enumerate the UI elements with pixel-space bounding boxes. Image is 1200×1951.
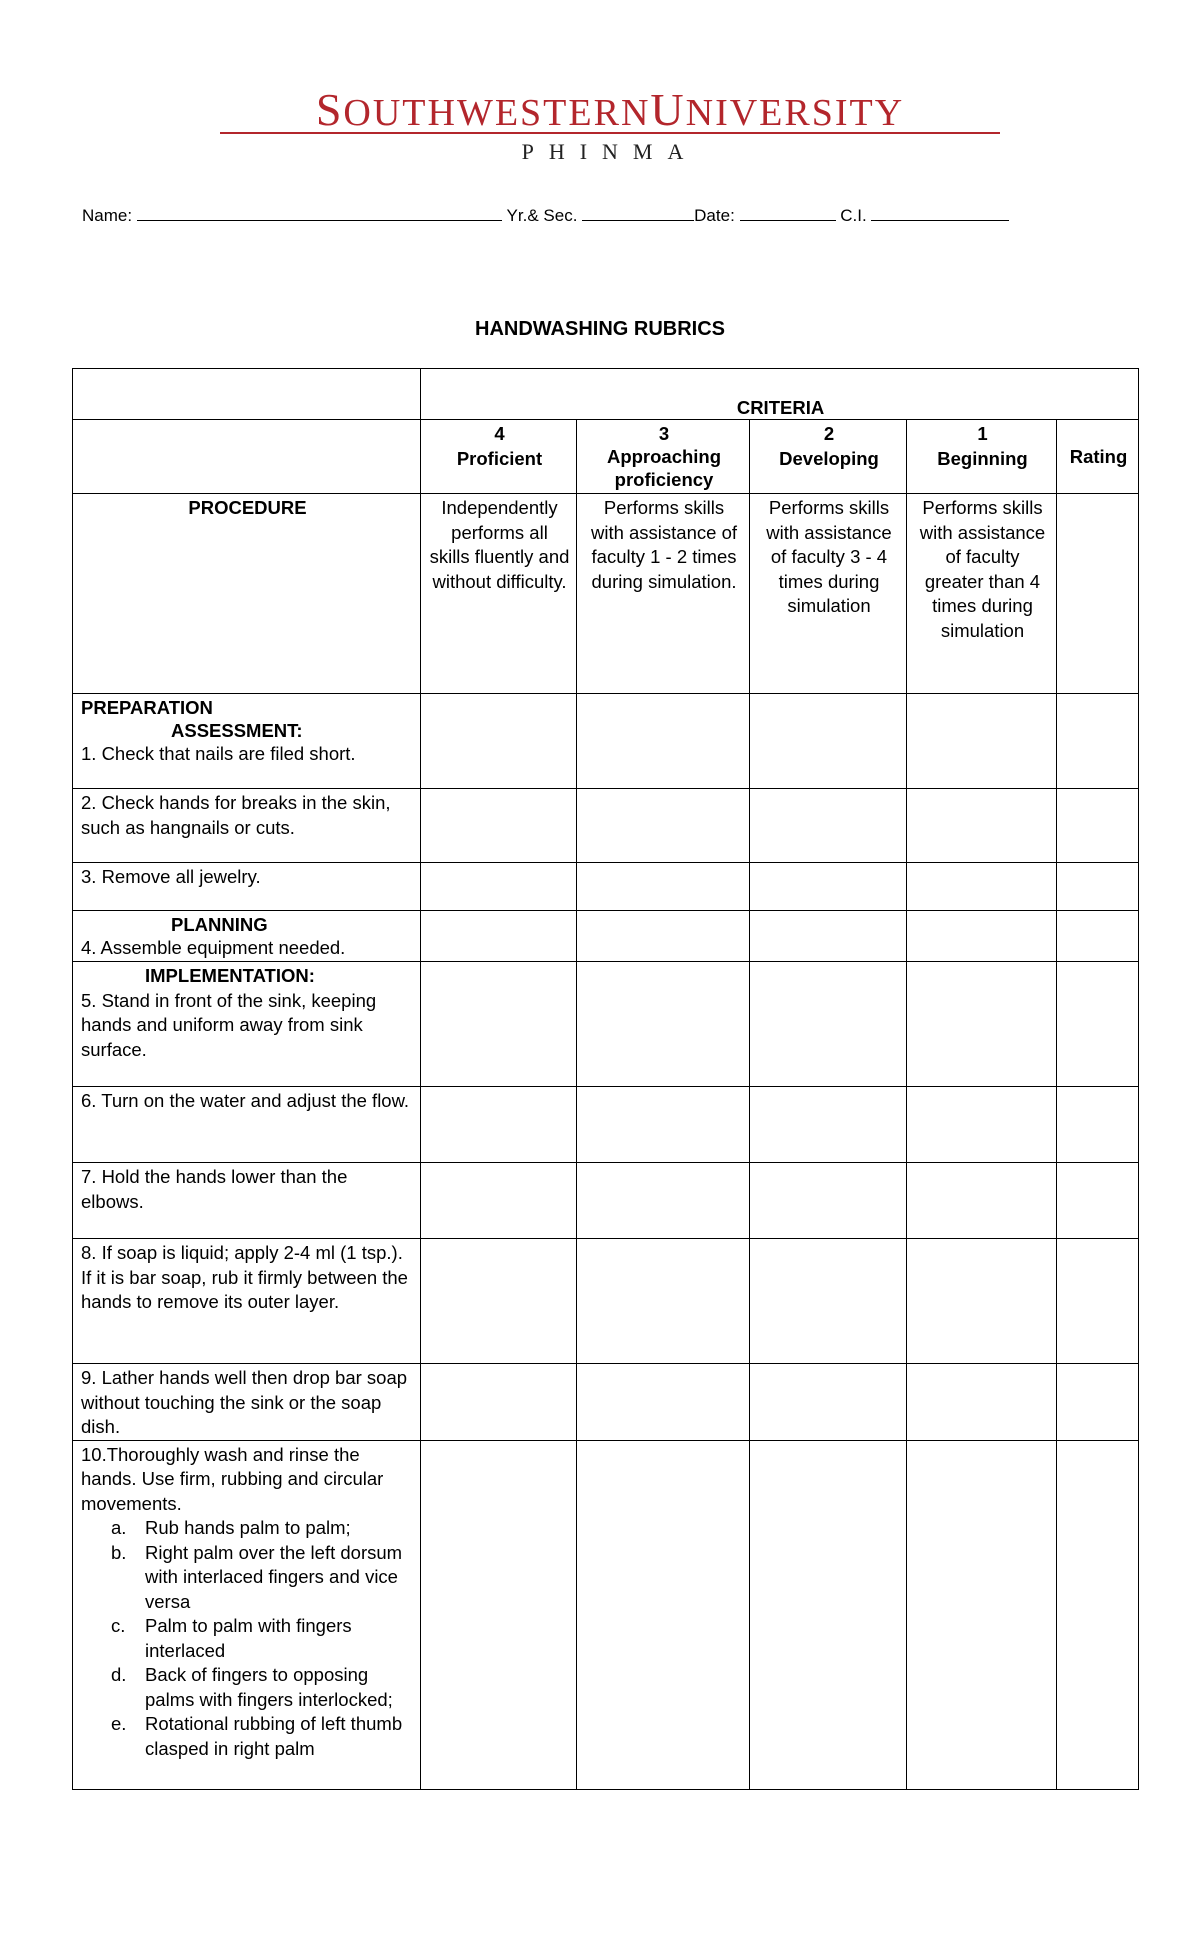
- step-7-level-4-cell[interactable]: [421, 1163, 577, 1239]
- step-2-level-1-cell[interactable]: [907, 789, 1057, 863]
- step-7-level-1-cell[interactable]: [907, 1163, 1057, 1239]
- step-10-text: 10.Thoroughly wash and rinse the hands. Use firm, rubbing and circular movements.: [81, 1443, 384, 1514]
- step-6-level-2-cell[interactable]: [750, 1087, 907, 1163]
- yr-sec-field[interactable]: [582, 205, 694, 221]
- criteria-header-row: [73, 369, 1139, 420]
- procedure-heading: PROCEDURE: [73, 494, 421, 694]
- rating-description-cell: [1057, 494, 1139, 694]
- step-row-6: [73, 1087, 1139, 1163]
- level-4-header: 4 Proficient: [421, 420, 577, 494]
- document-title: HANDWASHING RUBRICS: [475, 318, 725, 340]
- step-row-9: [73, 1364, 1139, 1441]
- step-row-8: [73, 1239, 1139, 1364]
- logo-rule: [220, 132, 1000, 134]
- step-10-level-3-cell[interactable]: [577, 1440, 750, 1789]
- step-10-level-2-cell[interactable]: [750, 1440, 907, 1789]
- step-row-4: [73, 911, 1139, 962]
- step-2-level-2-cell[interactable]: [750, 789, 907, 863]
- step-8-level-2-cell[interactable]: [750, 1239, 907, 1364]
- step-1-level-2-cell[interactable]: [750, 694, 907, 789]
- step-8-rating-cell[interactable]: [1057, 1239, 1139, 1364]
- step-1-level-4-cell[interactable]: [421, 694, 577, 789]
- step-5-rating-cell[interactable]: [1057, 962, 1139, 1087]
- step-3-level-4-cell[interactable]: [421, 863, 577, 911]
- step-7-level-2-cell[interactable]: [750, 1163, 907, 1239]
- level-2-header: 2 Developing: [750, 420, 907, 494]
- step-10-item-c: c. Palm to palm with fingers interlaced: [111, 1615, 352, 1661]
- step-8-text: 8. If soap is liquid; apply 2-4 ml (1 tsp.). If it is bar soap, rub it firmly between the hands to remove its outer layer.: [73, 1239, 421, 1364]
- step-5-cell: [73, 962, 421, 1087]
- university-logo: [220, 84, 1000, 168]
- step-6-level-1-cell[interactable]: [907, 1087, 1057, 1163]
- step-10-rating-cell[interactable]: [1057, 1440, 1139, 1789]
- step-4-text: 4. Assemble equipment needed.: [81, 937, 346, 958]
- step-row-10: [73, 1440, 1139, 1789]
- step-7-text: 7. Hold the hands lower than the elbows.: [73, 1163, 421, 1239]
- university-name: SOUTHWESTERNUNIVERSITY: [315, 84, 905, 135]
- step-9-text: 9. Lather hands well then drop bar soap without touching the sink or the soap dish.: [73, 1364, 421, 1441]
- step-1-text: 1. Check that nails are filed short.: [81, 743, 356, 764]
- empty-procedure-header-cell: [73, 420, 421, 494]
- step-3-level-1-cell[interactable]: [907, 863, 1057, 911]
- step-row-5: [73, 962, 1139, 1087]
- step-10-sublist: [81, 1516, 414, 1761]
- step-9-level-2-cell[interactable]: [750, 1364, 907, 1441]
- step-10-level-4-cell[interactable]: [421, 1440, 577, 1789]
- step-9-level-4-cell[interactable]: [421, 1364, 577, 1441]
- level-1-description: Performs skills with assistance of faculty greater than 4 times during simulation: [907, 494, 1057, 694]
- step-9-level-1-cell[interactable]: [907, 1364, 1057, 1441]
- step-4-level-1-cell[interactable]: [907, 911, 1057, 962]
- name-label: Name:: [82, 206, 133, 225]
- implementation-heading: IMPLEMENTATION:: [145, 965, 315, 986]
- step-9-level-3-cell[interactable]: [577, 1364, 750, 1441]
- step-2-rating-cell[interactable]: [1057, 789, 1139, 863]
- preparation-heading: PREPARATION: [81, 697, 213, 718]
- step-10-item-b: b. Right palm over the left dorsum with interlaced fingers and vice versa: [111, 1541, 403, 1612]
- levels-header-row: [73, 420, 1139, 494]
- step-1-level-1-cell[interactable]: [907, 694, 1057, 789]
- name-field[interactable]: [137, 205, 502, 221]
- rubric-table: [72, 368, 1139, 1790]
- step-8-level-4-cell[interactable]: [421, 1239, 577, 1364]
- logo-subtitle: PHINMA: [521, 139, 699, 164]
- step-10-level-1-cell[interactable]: [907, 1440, 1057, 1789]
- step-2-level-4-cell[interactable]: [421, 789, 577, 863]
- step-10-item-d: d. Back of fingers to opposing palms with fingers interlocked;: [111, 1664, 393, 1710]
- student-info-line: [82, 205, 1009, 226]
- ci-field[interactable]: [871, 205, 1009, 221]
- step-10-item-a: a. Rub hands palm to palm;: [111, 1517, 351, 1538]
- planning-heading: PLANNING: [171, 914, 268, 935]
- date-label: Date:: [694, 206, 735, 225]
- assessment-heading: ASSESSMENT:: [171, 720, 303, 741]
- step-1-level-3-cell[interactable]: [577, 694, 750, 789]
- step-7-rating-cell[interactable]: [1057, 1163, 1139, 1239]
- date-field[interactable]: [740, 205, 836, 221]
- step-3-rating-cell[interactable]: [1057, 863, 1139, 911]
- step-4-level-3-cell[interactable]: [577, 911, 750, 962]
- level-2-description: Performs skills with assistance of faculty 3 - 4 times during simulation: [750, 494, 907, 694]
- step-8-level-3-cell[interactable]: [577, 1239, 750, 1364]
- step-row-1: [73, 694, 1139, 789]
- step-9-rating-cell[interactable]: [1057, 1364, 1139, 1441]
- level-3-description: Performs skills with assistance of faculty 1 - 2 times during simulation.: [577, 494, 750, 694]
- step-row-7: [73, 1163, 1139, 1239]
- step-1-rating-cell[interactable]: [1057, 694, 1139, 789]
- rating-header: Rating: [1057, 420, 1139, 494]
- level-1-header: 1 Beginning: [907, 420, 1057, 494]
- step-5-level-2-cell[interactable]: [750, 962, 907, 1087]
- step-6-level-3-cell[interactable]: [577, 1087, 750, 1163]
- step-row-2: [73, 789, 1139, 863]
- empty-corner-cell: [73, 369, 421, 420]
- step-6-text: 6. Turn on the water and adjust the flow.: [73, 1087, 421, 1163]
- step-4-cell: [73, 911, 421, 962]
- step-10-item-e: e. Rotational rubbing of left thumb clasped in right palm: [111, 1713, 403, 1759]
- step-1-cell: [73, 694, 421, 789]
- step-5-level-3-cell[interactable]: [577, 962, 750, 1087]
- step-2-level-3-cell[interactable]: [577, 789, 750, 863]
- step-7-level-3-cell[interactable]: [577, 1163, 750, 1239]
- yr-sec-label: Yr.& Sec.: [506, 206, 578, 225]
- step-4-rating-cell[interactable]: [1057, 911, 1139, 962]
- step-3-level-2-cell[interactable]: [750, 863, 907, 911]
- step-4-level-2-cell[interactable]: [750, 911, 907, 962]
- description-row: [73, 494, 1139, 694]
- step-6-level-4-cell[interactable]: [421, 1087, 577, 1163]
- ci-label: C.I.: [840, 206, 867, 225]
- step-row-3: [73, 863, 1139, 911]
- step-3-text: 3. Remove all jewelry.: [73, 863, 421, 911]
- step-8-level-1-cell[interactable]: [907, 1239, 1057, 1364]
- level-4-description: Independently performs all skills fluently and without difficulty.: [421, 494, 577, 694]
- step-5-level-1-cell[interactable]: [907, 962, 1057, 1087]
- step-6-rating-cell[interactable]: [1057, 1087, 1139, 1163]
- step-5-text: 5. Stand in front of the sink, keeping hands and uniform away from sink surface.: [81, 989, 377, 1060]
- step-10-cell: [73, 1440, 421, 1789]
- step-5-level-4-cell[interactable]: [421, 962, 577, 1087]
- level-3-header: 3 Approaching proficiency: [577, 420, 750, 494]
- criteria-heading: CRITERIA: [421, 369, 1139, 420]
- step-2-text: 2. Check hands for breaks in the skin, such as hangnails or cuts.: [73, 789, 421, 863]
- step-3-level-3-cell[interactable]: [577, 863, 750, 911]
- step-4-level-4-cell[interactable]: [421, 911, 577, 962]
